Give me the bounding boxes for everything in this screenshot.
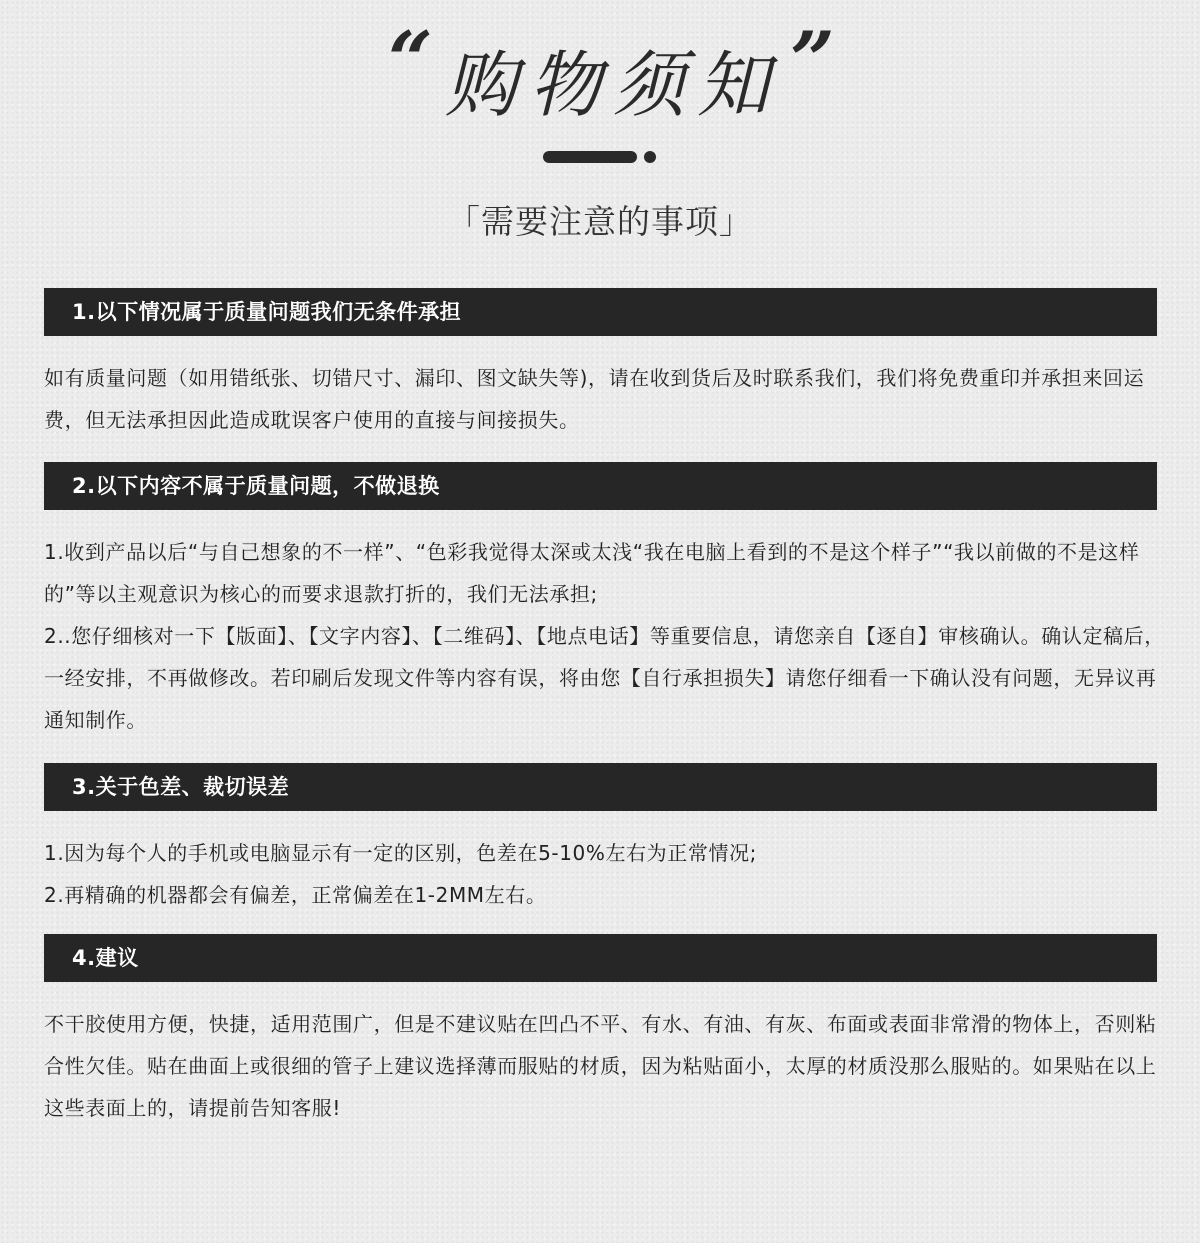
section-2-body xyxy=(44,531,1169,741)
page-subtitle: 「需要注意的事项」 xyxy=(447,202,753,241)
section-3-paragraph-2: 2.再精确的机器都会有偏差，正常偏差在1-2MM左右。 xyxy=(44,883,547,907)
page-title: 购物须知 xyxy=(445,43,782,127)
section-1-heading: 1.以下情况属于质量问题我们无条件承担 xyxy=(44,288,1157,336)
section-4-paragraph: 不干胶使用方便，快捷，适用范围广，但是不建议贴在凹凸不平、有水、有油、有灰、布面或表面非常滑的物体上，否则粘合性欠佳。贴在曲面上或很细的管子上建议选择薄而服贴的材质，因为粘贴面小，太厚的材质没那么服贴的。如果贴在以上这些表面上的，请提前告知客服! xyxy=(44,1012,1157,1120)
section-3-body xyxy=(44,832,1169,916)
section-3-paragraph-1: 1.因为每个人的手机或电脑显示有一定的区别，色差在5-10%左右为正常情况; xyxy=(44,841,758,865)
open-quote-mark: “ xyxy=(388,15,433,106)
title-divider-dot xyxy=(644,151,656,163)
section-2-heading: 2.以下内容不属于质量问题，不做退换 xyxy=(44,462,1157,510)
section-3-heading: 3.关于色差、裁切误差 xyxy=(44,763,1157,811)
close-quote-mark: ” xyxy=(790,15,835,106)
section-1-paragraph: 如有质量问题（如用错纸张、切错尺寸、漏印、图文缺失等)，请在收到货后及时联系我们，我们将免费重印并承担来回运费，但无法承担因此造成耽误客户使用的直接与间接损失。 xyxy=(44,366,1145,432)
section-2-paragraph-2: 2..您仔细核对一下【版面】、【文字内容】、【二维码】、【地点电话】等重要信息，请您亲自【逐自】审核确认。确认定稿后，一经安排，不再做修改。若印刷后发现文件等内容有误，将由您【自行承担损失】请您仔细看一下确认没有问题，无异议再通知制作。 xyxy=(44,624,1165,732)
section-4-heading: 4.建议 xyxy=(44,934,1157,982)
section-4-body xyxy=(44,1003,1169,1129)
title-block xyxy=(0,15,1200,132)
title-divider xyxy=(543,151,637,163)
section-2-paragraph-1: 1.收到产品以后“与自己想象的不一样”、“色彩我觉得太深或太浅“我在电脑上看到的不是这个样子”“我以前做的不是这样的”等以主观意识为核心的而要求退款打折的，我们无法承担; xyxy=(44,540,1140,606)
section-1-body xyxy=(44,357,1169,441)
